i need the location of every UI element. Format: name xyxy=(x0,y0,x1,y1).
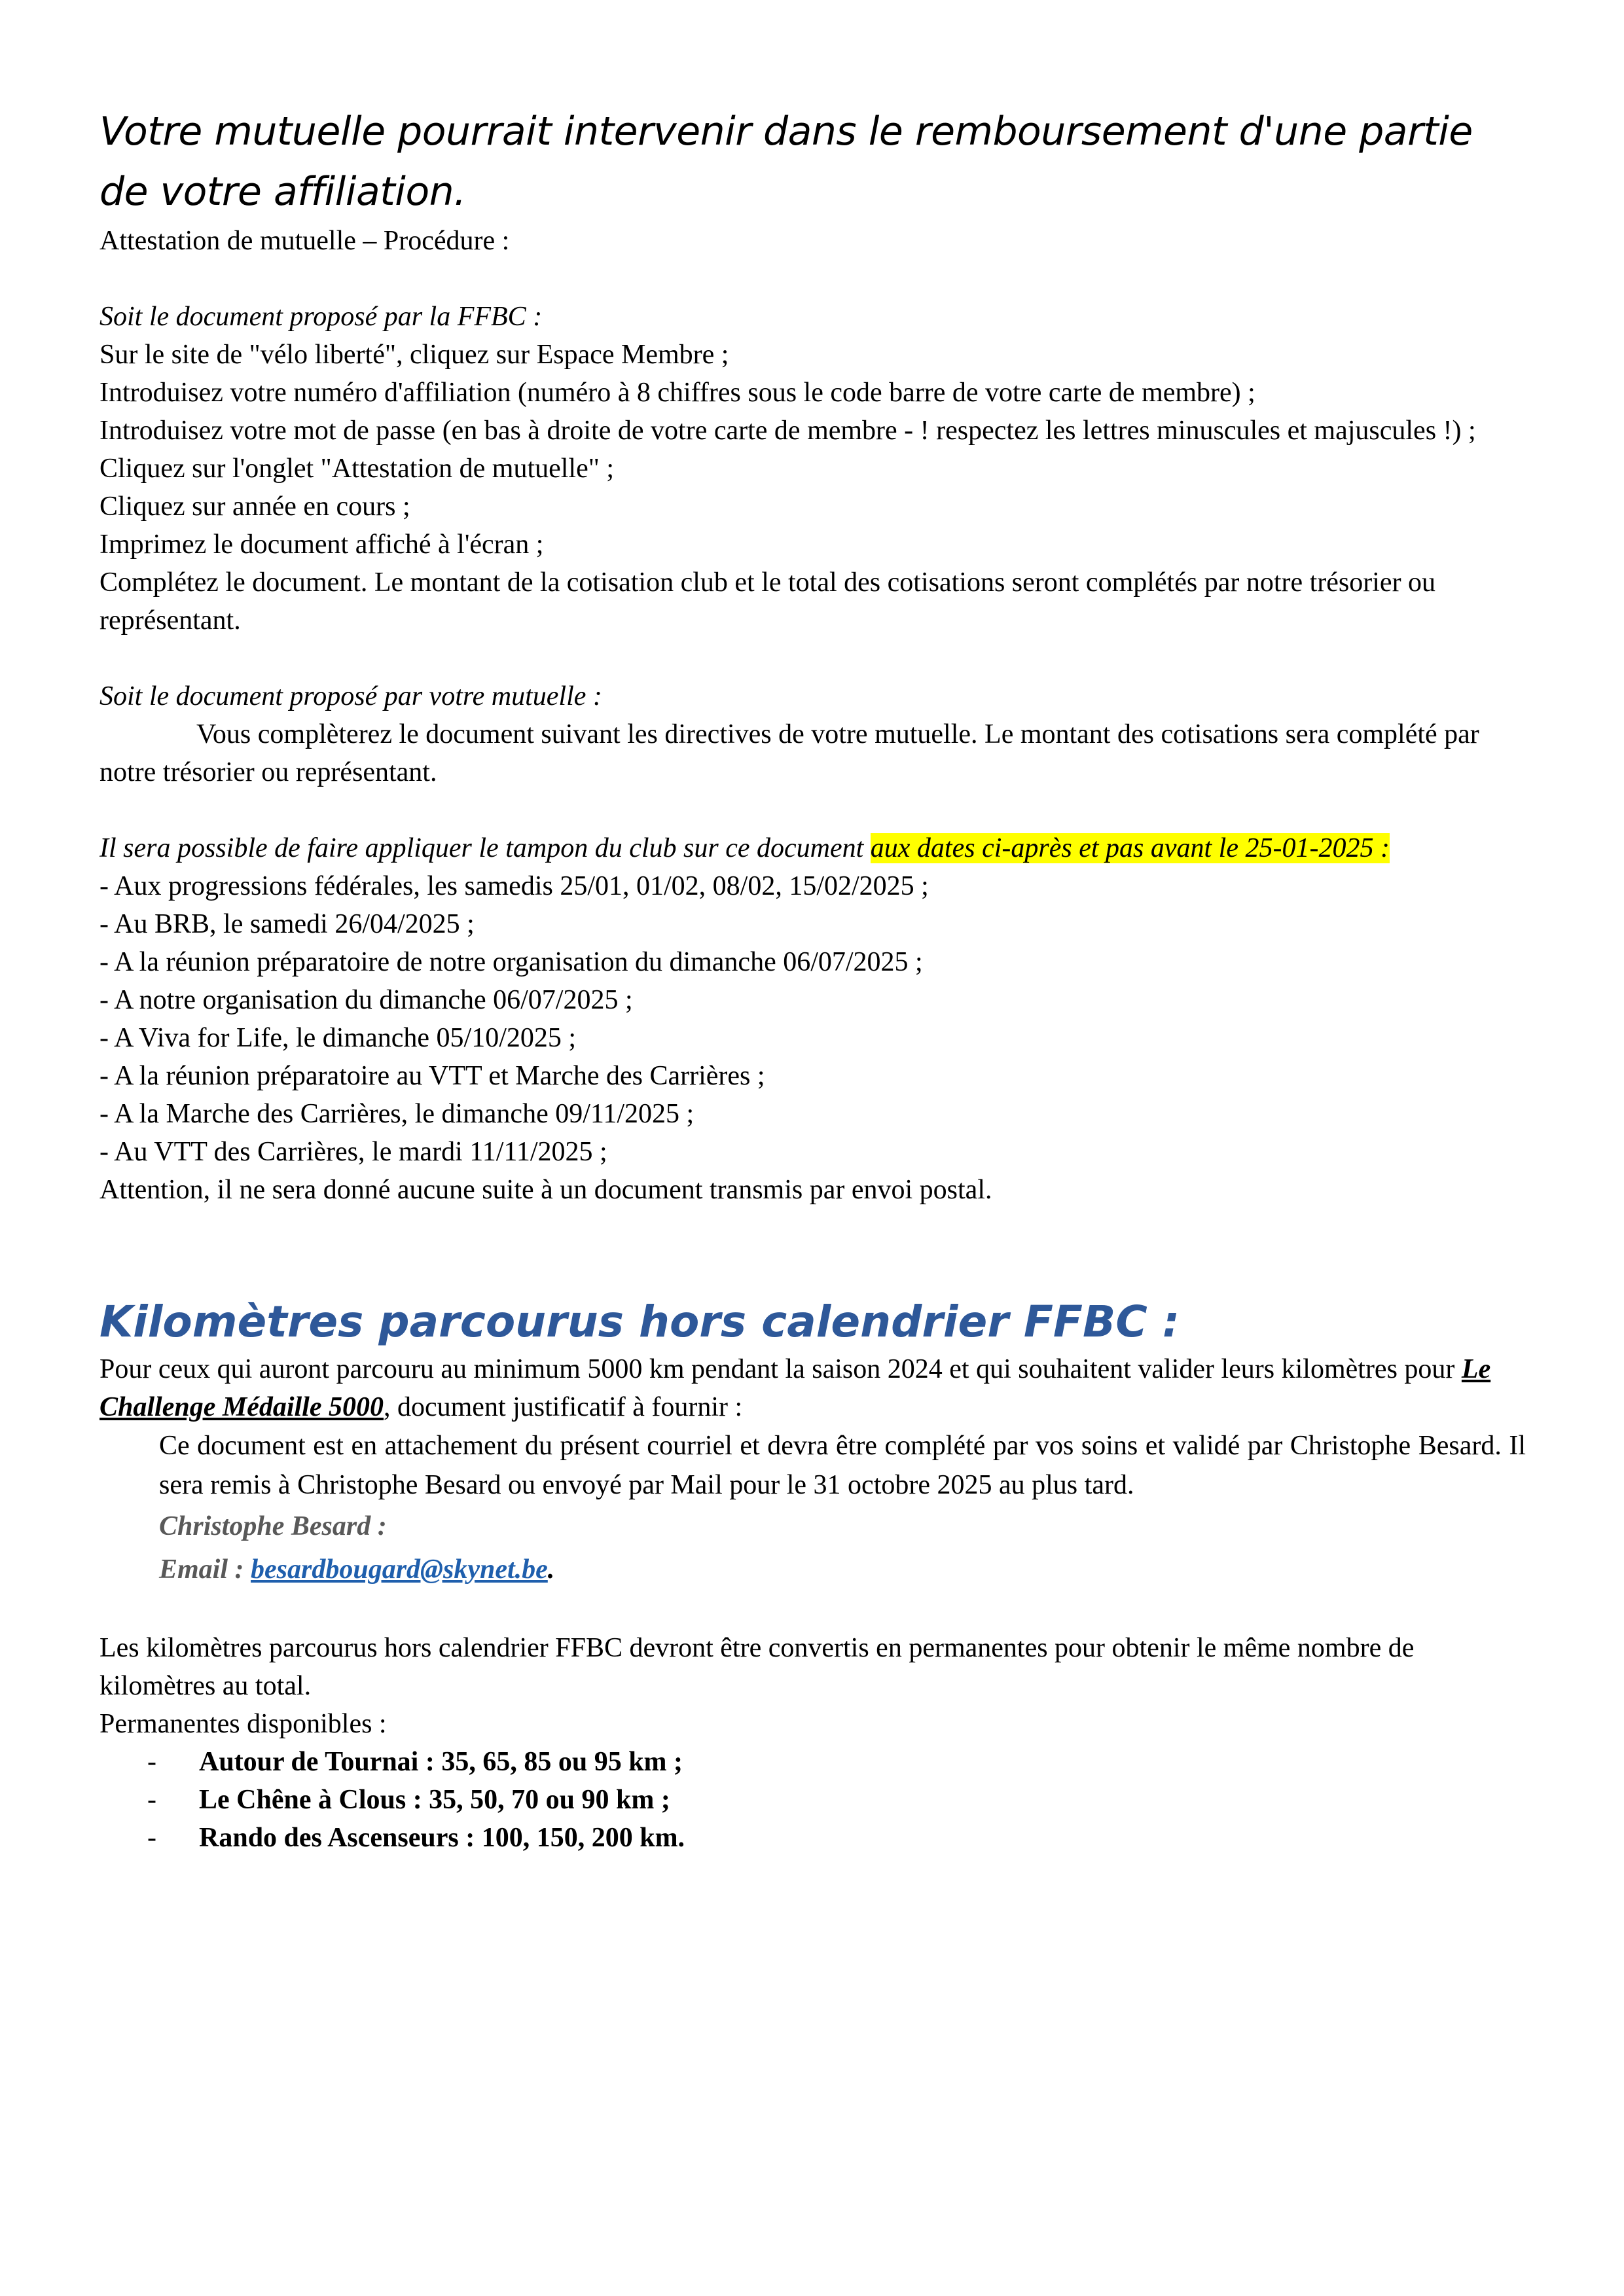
date-item: - A la réunion préparatoire de notre organisation du dimanche 06/07/2025 ; xyxy=(99,947,923,977)
list-dash: - xyxy=(147,1823,156,1853)
permanente-label: Rando des Ascenseurs : 100, 150, 200 km. xyxy=(199,1823,685,1853)
permanente-label: Autour de Tournai : 35, 65, 85 ou 95 km ; xyxy=(199,1747,683,1777)
permanente-label: Le Chêne à Clous : 35, 50, 70 ou 90 km ; xyxy=(199,1785,670,1815)
permanentes-list xyxy=(99,1743,1526,1857)
date-item: - A la réunion préparatoire au VTT et Marche des Carrières ; xyxy=(99,1061,765,1091)
ffbc-step: Cliquez sur année en cours ; xyxy=(99,492,410,522)
date-item: - A la Marche des Carrières, le dimanche 09/11/2025 ; xyxy=(99,1099,695,1129)
list-dash: - xyxy=(147,1747,156,1777)
email-link[interactable]: besardbougard@skynet.be xyxy=(251,1554,548,1585)
km-section-title: Kilomètres parcourus hors calendrier FFBC : xyxy=(99,1297,1180,1347)
email-label: Email : xyxy=(159,1554,251,1585)
tampon-text: Il sera possible de faire appliquer le tampon du club sur ce document xyxy=(99,833,871,863)
convert-text: Les kilomètres parcourus hors calendrier FFBC devront être convertis en permanentes pour obtenir le même nombre de kilomètres au total. xyxy=(99,1633,1415,1701)
procedure-subtitle: Attestation de mutuelle – Procédure : xyxy=(99,226,510,256)
list-item xyxy=(99,1781,1526,1819)
km-intro-after: , document justificatif à fournir : xyxy=(384,1392,743,1422)
date-item: - Aux progressions fédérales, les samedis 25/01, 01/02, 08/02, 15/02/2025 ; xyxy=(99,871,929,901)
email-end: . xyxy=(547,1554,555,1585)
list-dash: - xyxy=(147,1785,156,1815)
ffbc-step: Sur le site de "vélo liberté", cliquez sur Espace Membre ; xyxy=(99,340,729,370)
date-item: - A Viva for Life, le dimanche 05/10/2025 ; xyxy=(99,1023,577,1053)
mutuelle-heading: Soit le document proposé par votre mutuelle : xyxy=(99,681,602,711)
tampon-paragraph xyxy=(99,829,1526,867)
tampon-highlight: aux dates ci-après et pas avant le 25-01-2025 : xyxy=(870,833,1390,863)
list-item xyxy=(99,1743,1526,1781)
ffbc-step: Introduisez votre mot de passe (en bas à droite de votre carte de membre - ! respectez les lettres minuscules et majuscules !) ; xyxy=(99,416,1476,446)
attachment-block xyxy=(159,1426,1526,1591)
attention-note: Attention, il ne sera donné aucune suite à un document transmis par envoi postal. xyxy=(99,1175,992,1205)
ffbc-heading: Soit le document proposé par la FFBC : xyxy=(99,302,543,332)
ffbc-step: Imprimez le document affiché à l'écran ; xyxy=(99,529,544,560)
ffbc-step: Complétez le document. Le montant de la cotisation club et le total des cotisations seront complétés par notre trésorier ou représentant. xyxy=(99,567,1436,636)
mutuelle-text: Vous complèterez le document suivant les directives de votre mutuelle. Le montant des cotisations sera complété par notre trésorier ou représentant. xyxy=(99,719,1479,787)
date-item: - Au BRB, le samedi 26/04/2025 ; xyxy=(99,909,475,939)
km-intro xyxy=(99,1350,1526,1426)
ffbc-step: Cliquez sur l'onglet "Attestation de mutuelle" ; xyxy=(99,454,615,484)
contact-name: Christophe Besard : xyxy=(159,1511,387,1541)
permanentes-heading: Permanentes disponibles : xyxy=(99,1709,387,1739)
attachment-text: Ce document est en attachement du présent courriel et devra être complété par vos soins et validé par Christophe Besard. Il sera remis à Christophe Besard ou envoyé par Mail pour le 31 octobre 2025 au plus tard. xyxy=(159,1431,1526,1500)
date-item: - Au VTT des Carrières, le mardi 11/11/2025 ; xyxy=(99,1137,607,1167)
ffbc-step: Introduisez votre numéro d'affiliation (numéro à 8 chiffres sous le code barre de votre carte de membre) ; xyxy=(99,378,1255,408)
km-intro-before: Pour ceux qui auront parcouru au minimum 5000 km pendant la saison 2024 et qui souhaitent valider leurs kilomètres pour xyxy=(99,1354,1462,1384)
date-item: - A notre organisation du dimanche 06/07/2025 ; xyxy=(99,985,633,1015)
contact-email-line xyxy=(159,1548,1526,1591)
mutuelle-headline: Votre mutuelle pourrait intervenir dans le remboursement d'une partie de votre affiliation. xyxy=(99,109,1473,215)
challenge-name: Le Challenge Médaille 5000 xyxy=(99,1354,1491,1422)
list-item xyxy=(99,1819,1526,1857)
